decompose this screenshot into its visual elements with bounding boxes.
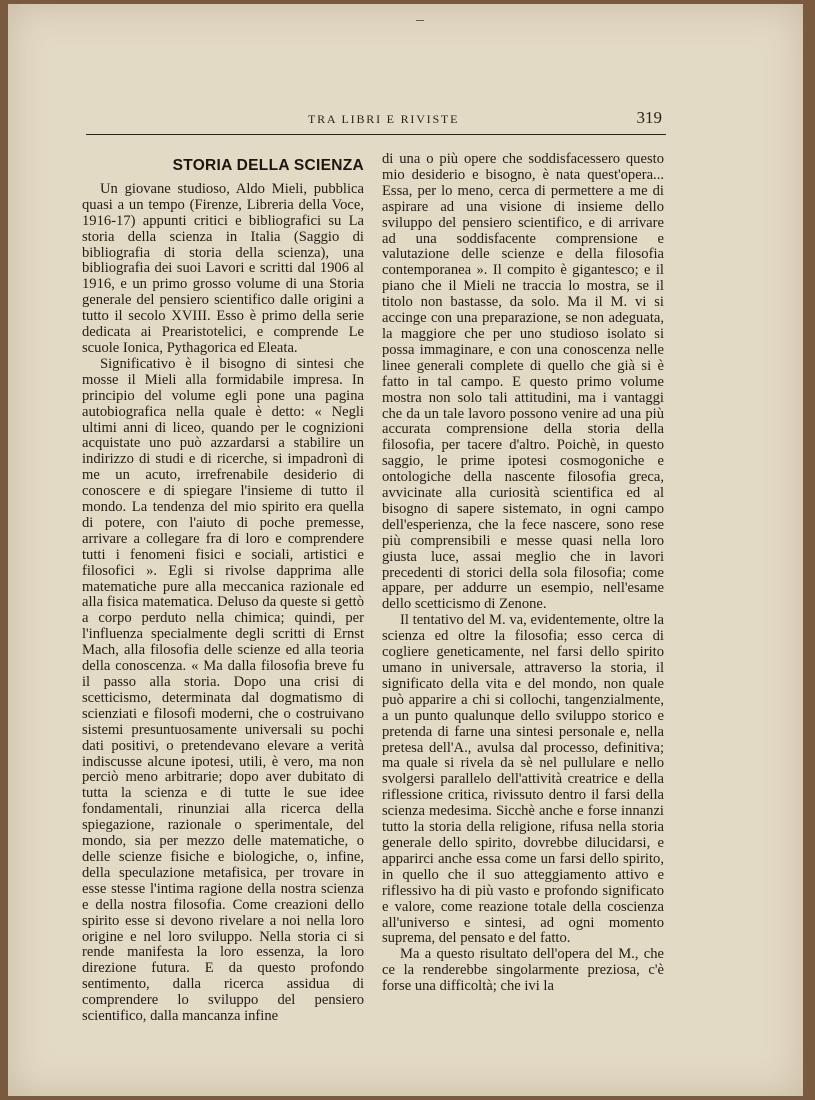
paragraph: di una o più opere che soddisfacessero questo mio desiderio e bisogno, è nata quest'opera... Essa, per lo meno, cerca di permettere a me di aspirare ad una visione di insieme dello sviluppo del pensiero scientifico, e di arrivare ad una soddisfacente comprensione e valutazione delle scienze e della filosofia contemporanea ». Il compito è gigantesco; e il piano che il Mieli ne traccia lo mostra, se il titolo non bastasse, da solo. Ma il M. vi si accinge con una preparazione, se non adeguata, la maggiore che per uno studioso isolato si possa immaginare, e con una conoscenza nelle linee generali complete di quello che già si è fatto in tal campo. E questo primo volume mostra non solo tali attitudini, ma i vantaggi che da un tale lavoro possono venire ad una più accurata comprensione della storia della filosofia, per tacere d'altro. Poichè, in questo saggio, le prime ipotesi cosmogoniche e ontologiche della nascente filosofia greca, avvicinate alla curiosità scientifica ed al bisogno di sapere sistemato, in ogni campo dell'esperienza, che la fece nascere, sono rese più comprensibili e messe quasi nella loro giusta luce, assai meglio che in lavori precedenti di storici della sola filosofia; come appare, per addurre un esempio, nell'esame dello scetticismo di Zenone. <box>382 151 664 613</box>
right-column <box>382 152 664 995</box>
page-mark <box>416 20 424 21</box>
left-column <box>82 152 364 1025</box>
running-head <box>86 108 666 135</box>
page-number: 319 <box>636 108 662 127</box>
article-title: STORIA DELLA SCIENZA <box>172 157 364 174</box>
journal-page <box>8 4 803 1096</box>
running-title: TRA LIBRI E RIVISTE <box>308 112 460 126</box>
paragraph: Un giovane studioso, Aldo Mieli, pubblica quasi a un tempo (Firenze, Libreria della Voce, 1916-17) appunti critici e bibliografici su La storia della scienza in Italia (Saggio di bibliografia di storia della scienza), una bibliografia dei suoi Lavori e scritti dal 1906 al 1916, e un primo grosso volume di una Storia generale del pensiero scientifico dalle origini a tutto il secolo XVIII. Esso è primo della serie dedicata ai Prearistotelici, e comprende Le scuole Ionica, Pythagorica ed Eleata. <box>82 180 364 356</box>
paragraph: Ma a questo risultato dell'opera del M., che ce la renderebbe singolarmente preziosa, c'è forse una difficoltà; che ivi la <box>382 946 664 995</box>
paragraph: Significativo è il bisogno di sintesi che mosse il Mieli alla formidabile impresa. In principio del volume egli pone una pagina autobiografica nella quale è detto: « Negli ultimi anni di liceo, quando per le cognizioni acquistate uno può azzardarsi a stabilire un indirizzo di studi e di ricerche, si impadronì di me un acuto, irrefrenabile desiderio di conoscere e di spiegare l'insieme di tutto il mondo. La tendenza del mio spirito era quella di potere, con l'aiuto di poche premesse, arrivare a collegare fra di loro e comprendere tutti i fenomeni fisici e sociali, artistici e filosofici ». Egli si rivolse dapprima alle matematiche pure alla meccanica razionale ed alla fisica matematica. Deluso da queste si gettò a corpo perduto nella chimica; quindi, per l'influenza specialmente degli scritti di Ernst Mach, alla filosofia delle scienze ed alla teoria della conoscenza. « Ma dalla filosofia breve fu il passo alla storia. Dopo una crisi di scetticismo, determinata dal dogmatismo di scienziati e filosofi moderni, che o costruivano sistemi presuntuosamente universali su pochi dati positivi, o pretendevano elevare a verità indiscusse alcune ipotesi, utili, è vero, ma non perciò meno arbitrarie; dopo aver dubitato di tutta la scienza e di tutte le sue idee fondamentali, rinunziai alla ricerca della spiegazione, razionale o sperimentale, del mondo, sia per mezzo delle matematiche, o delle scienze fisiche e biologiche, o, infine, della speculazione metafisica, per trovare in esse stesse l'intima ragione della nostra scienza e della nostra filosofia. Come creazioni dello spirito esse si devono rivelare a noi nella loro origine e nel loro sviluppo. Nella storia ci si rende manifesta la loro essenza, la loro direzione futura. E da questo profondo sentimento, dalla ricerca assidua di comprendere lo sviluppo del pensiero scientifico, dalla mancanza infine <box>82 355 364 1025</box>
paragraph: Il tentativo del M. va, evidentemente, oltre la scienza ed oltre la filosofia; esso cerca di cogliere geneticamente, nel farsi dello spirito umano in universale, attraverso la storia, il significato della vita e del mondo, non quale può apparire a chi si collochi, tangenzialmente, a un punto qualunque dello sviluppo storico e pretenda di farne una sintesi personale e, nella pretesa dell'A., avulsa dal processo, definitiva; ma quale si rivela da sè nel pullulare e nello svolgersi parallelo dell'attività creatrice e della riflessione critica, rivissuto dentro il farsi della scienza medesima. Sicchè anche e forse innanzi tutto la storia della religione, rifusa nella storia generale dello spirito, dovrebbe dilucidarsi, e apparirci anche essa come un farsi dello spirito, in quello che il suo atteggiamento attivo e riflessivo ha di più vasto e profondo significato e valore, come reazione totale della coscienza all'universo e sintesi, ad ogni momento suprema, del pensato e del fatto. <box>382 612 664 947</box>
